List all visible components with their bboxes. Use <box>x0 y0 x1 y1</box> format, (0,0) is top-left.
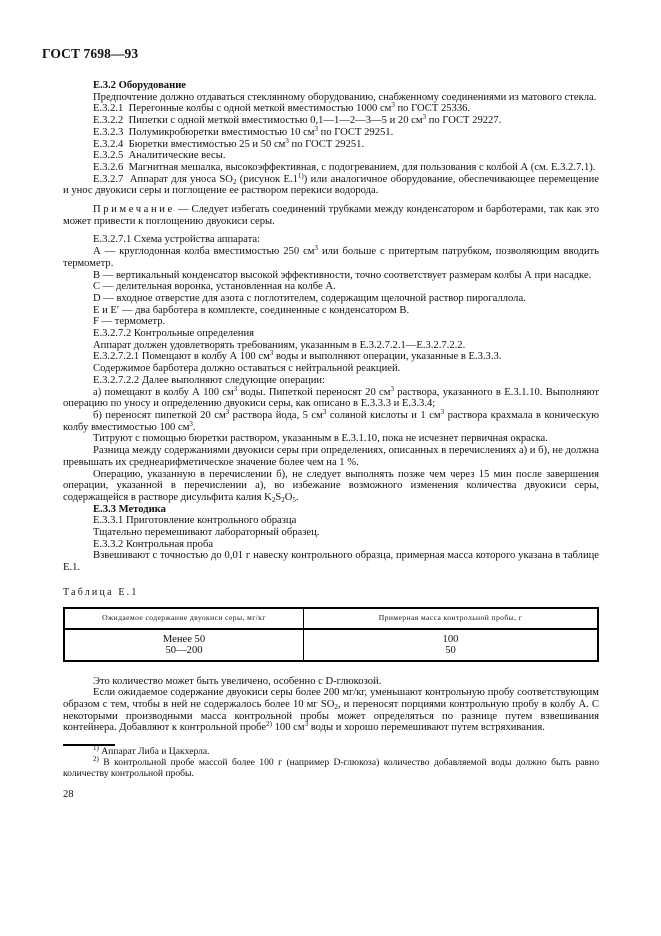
table-caption: Таблица Е.1 <box>63 586 139 598</box>
footnote-2: $^{2)}$ В контрольной пробе массой более 100 г (например D-глюкоза) количество добавляемой воды должно быть равно количеству контрольной пробы. <box>63 755 599 780</box>
section-title-e32: Е.3.2 Оборудование <box>93 80 186 91</box>
paragraph: Это количество может быть увеличено, особенно с D-глюкозой. <box>93 675 382 687</box>
column-header: Ожидаемое содержание двуокиси серы, мг/кг <box>64 608 304 629</box>
control-title: Е.3.2.7.2 Контрольные определения <box>93 328 254 340</box>
column-header: Примерная масса контрольной пробы, г <box>304 608 599 629</box>
list-item: Е.3.2.7 Аппарат для уноса $SO_2$ (рисунок Е.1$^{1)}$) или аналогичное оборудование, обеспечивающее перемещение и унос двуокиси серы и поглощение ее раствором перекиси водорода. <box>63 171 599 197</box>
paragraph: Операцию, указанную в перечислении б), не следует выполнять позже чем через 15 мин после завершения операции, указанной в перечислении а), во избежание возможного изменения количества двуокиси серы, содержащейся в растворе дисульфита калия $K_2S_2O_5$. <box>63 468 599 504</box>
list-item: Е.3.2.3 Полумикробюретки вместимостью 10 $см^3$ по ГОСТ 29251. <box>93 124 394 138</box>
scheme-item-c: С — делительная воронка, установленная на колбе А. <box>93 281 336 293</box>
footnote-1: $^{1)}$ Аппарат Либа и Цакхерла. <box>93 744 210 758</box>
paragraph: Если ожидаемое содержание двуокиси серы более 200 мг/кг, уменьшают контрольную пробу соответствующим образом с тем, чтобы в ней не содержалось более 10 мг $SO_2$, и переносят порциями контрольную пробу в колбу А. С некоторыми производными масса контрольной пробы может определяться по разнице путем взвешивания контейнера. Добавляют к контрольной пробе$^{2)}$ 100 $см^3$ воды и хорошо перемешивают путем встряхивания. <box>63 687 599 734</box>
document-text <box>63 80 599 801</box>
paragraph: Содержимое барботера должно оставаться с нейтральной реакцией. <box>93 363 401 375</box>
scheme-item-f: F — термометр. <box>93 316 166 328</box>
list-item: Е.3.2.5 Аналитические весы. <box>93 150 226 162</box>
table-row <box>64 629 598 661</box>
paragraph: Е.3.2.7.2.1 Помещают в колбу А 100 $см^3$ воды и выполняют операции, указанные в Е.3.3.3. <box>93 349 502 363</box>
paragraph: Аппарат должен удовлетворять требованиям, указанным в Е.3.2.7.2.1—Е.3.2.7.2.2. <box>93 339 466 351</box>
list-item: Е.3.2.4 Бюретки вместимостью 25 и 50 $см^3$ по ГОСТ 29251. <box>93 136 365 150</box>
table-cell: Менее 50 50—200 <box>162 633 206 657</box>
scheme-item-a: А — круглодонная колба вместимостью 250 $см^3$ или больше с притертым патрубком, позволяющим вводить термометр. <box>63 244 599 269</box>
enum-item-a: а) помещают в колбу А 100 $см^3$ воды. Пипеткой переносят 20 $см^3$ раствора, указанного в Е.3.1.10. Выполняют операцию по уносу и определению двуокиси серы, как описано в Е.3.3.3 и Е.3.3.4; <box>63 384 599 410</box>
paragraph: Тщательно перемешивают лабораторный образец. <box>93 527 320 539</box>
paragraph: Е.3.3.1 Приготовление контрольного образца <box>93 515 297 527</box>
scheme-title: Е.3.2.7.1 Схема устройства аппарата: <box>93 234 260 246</box>
paragraph: Предпочтение должно отдаваться стеклянному оборудованию, снабженному соединениями из матового стекла. <box>93 91 597 103</box>
scheme-item-b: В — вертикальный конденсатор высокой эффективности, точно соответствует размерам колбы А при насадке. <box>93 269 592 281</box>
page-number: 28 <box>63 789 74 801</box>
list-item: Е.3.2.2 Пипетки с одной меткой вместимостью 0,1—1—2—3—5 и 20 $см^3$ по ГОСТ 29227. <box>93 113 502 127</box>
paragraph: Разница между содержаниями двуокиси серы при определениях, описанных в перечислениях а) и б), не должна превышать их среднеарифметическое значение более чем на 1 %. <box>63 445 599 468</box>
note: Примечание — Следует избегать соединений трубками между конденсатором и барботерами, так как это может привести к поглощению двуокиси серы. <box>63 204 599 227</box>
paragraph: Титруют с помощью бюретки раствором, указанным в Е.3.1.10, пока не исчезнет первичная окраска. <box>93 433 548 445</box>
enum-item-b: б) переносят пипеткой 20 $см^3$ раствора йода, 5 $см^3$ соляной кислоты и 1 $см^3$ раствора крахмала в коническую колбу вместимостью 100 $см^3$. <box>63 407 599 433</box>
list-item: Е.3.2.6 Магнитная мешалка, высокоэффективная, с подогреванием, для пользования с колбой А (см. Е.3.2.7.1). <box>93 161 596 173</box>
paragraph: Е.3.3.2 Контрольная проба <box>93 538 214 550</box>
list-item: Е.3.2.1 Перегонные колбы с одной меткой вместимостью 1000 $см^3$ по ГОСТ 25336. <box>93 101 471 115</box>
paragraph: Е.3.2.7.2.2 Далее выполняют следующие операции: <box>93 374 325 386</box>
scheme-item-d: D — входное отверстие для азота с поглотителем, содержащим щелочной раствор пирогаллола. <box>93 292 526 304</box>
document-header: ГОСТ 7698—93 <box>42 46 139 61</box>
paragraph: Взвешивают с точностью до 0,01 г навеску контрольного образца, примерная масса которого указана в таблице Е.1. <box>63 550 599 574</box>
section-title-e33: Е.3.3 Методика <box>93 503 166 515</box>
table-e1 <box>63 607 599 662</box>
scheme-item-e: Е и Е′ — два барботера в комплекте, соединенные с конденсатором В. <box>93 304 410 316</box>
table-cell: 100 50 <box>304 629 599 661</box>
table-header-row <box>64 608 598 629</box>
